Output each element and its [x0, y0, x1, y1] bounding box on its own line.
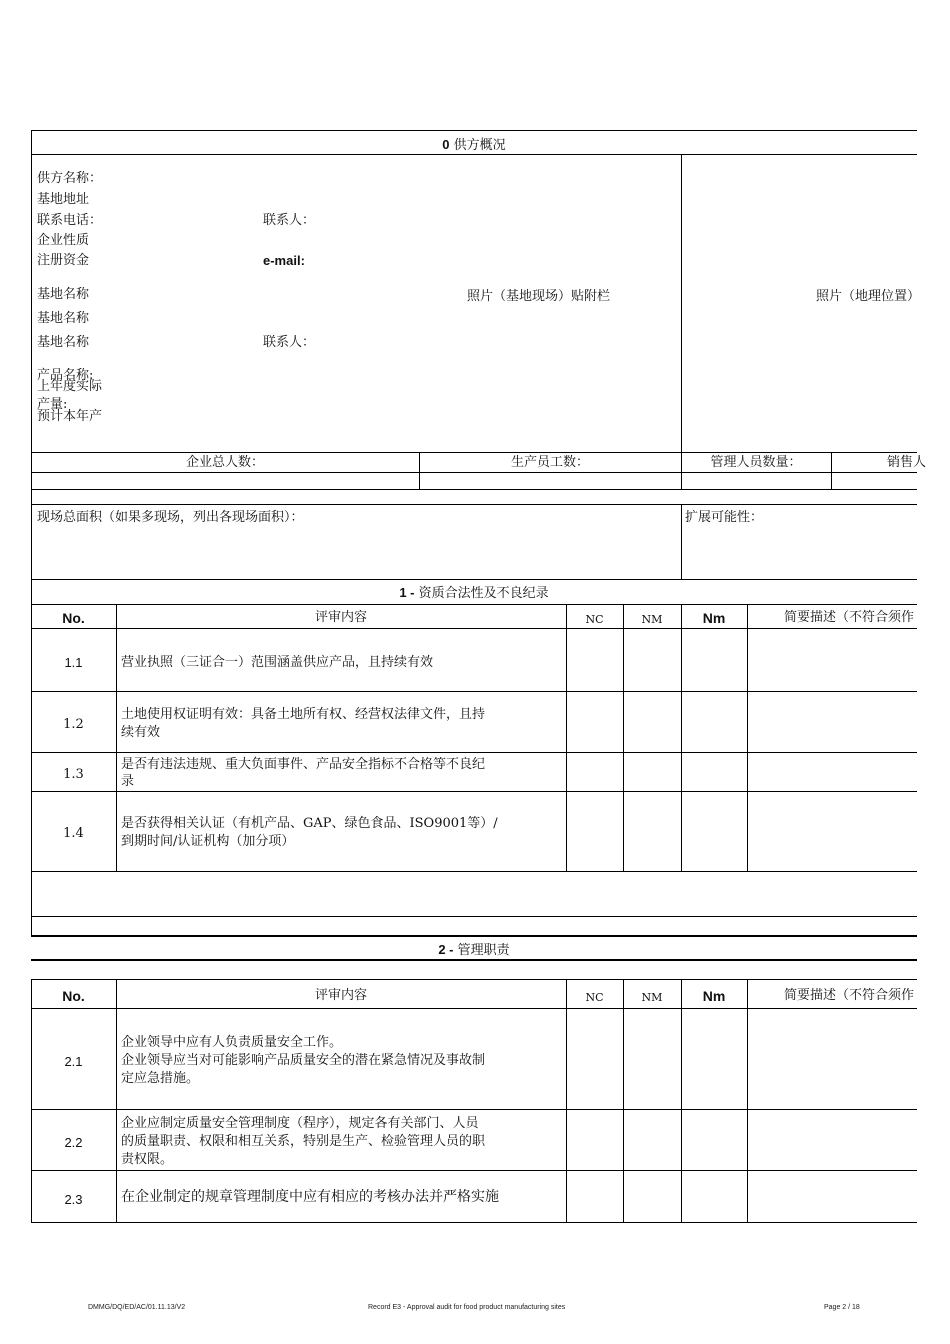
row-content: 定应急措施。: [121, 1071, 200, 1086]
staff-management-label: 管理人员数量：: [710, 455, 802, 470]
base-name-label: 基地名称: [37, 287, 90, 302]
email-label: e-mail:: [263, 253, 305, 268]
rule: [31, 979, 32, 1222]
plan-label: 预计本年产: [37, 409, 103, 424]
rule: [623, 604, 624, 871]
staff-total-label: 企业总人数：: [185, 455, 264, 470]
rule: [31, 579, 917, 580]
rule: [31, 489, 917, 490]
rule: [31, 579, 32, 936]
rule: [31, 979, 917, 980]
section-2-header: [31, 942, 917, 959]
row-content: 录: [121, 774, 135, 789]
base-name-label: 基地名称: [37, 335, 90, 350]
col-content-header: 评审内容: [314, 610, 367, 625]
contact-label: 联系人：: [263, 213, 316, 228]
col-nm2-header: Nm: [702, 610, 726, 626]
row-content: 企业应制定质量安全管理制度（程序），规定各有关部门、人员: [121, 1116, 479, 1131]
rule: [623, 979, 624, 1222]
rule: [681, 979, 682, 1222]
rule: [31, 691, 917, 692]
col-no-header: No.: [62, 610, 85, 626]
row-content: 的质量职责、权限和相互关系，特别是生产、检验管理人员的职: [121, 1134, 486, 1149]
rule: [31, 472, 917, 473]
rule: [116, 979, 117, 1222]
rule: [31, 1109, 917, 1110]
row-content: 是否有违法违规、重大负面事件、产品安全指标不合格等不良纪: [121, 757, 486, 772]
col-desc-header: 简要描述（不符合须作: [784, 988, 915, 1003]
section-0-header: [31, 137, 917, 154]
col-nm-header: NM: [641, 991, 663, 1004]
rule: [31, 916, 917, 917]
row-content: 到期时间/认证机构（加分项）: [121, 834, 295, 849]
rule: [747, 979, 748, 1222]
rule: [31, 871, 917, 872]
contact-label: 联系人：: [263, 335, 316, 350]
row-content: 营业执照（三证合一）范围涵盖供应产品，且持续有效: [121, 655, 434, 670]
rule: [681, 604, 682, 871]
rule: [116, 604, 117, 871]
row-content: 企业领导中应有人负责质量安全工作。: [121, 1035, 343, 1050]
row-content: 企业领导应当对可能影响产品质量安全的潜在紧急情况及事故制: [121, 1053, 486, 1068]
supplier-name-label: 供方名称：: [37, 171, 103, 186]
nature-label: 企业性质: [37, 233, 90, 248]
rule: [31, 959, 917, 961]
rule: [31, 628, 917, 629]
row-number: 1.1: [64, 655, 83, 670]
section-number: 1 -: [399, 585, 415, 600]
row-content: 续有效: [121, 725, 161, 740]
row-content: 是否获得相关认证（有机产品、GAP、绿色食品、ISO9001等）/: [121, 816, 498, 831]
row-number: 1.3: [63, 767, 84, 782]
rule: [31, 452, 917, 453]
last-year-label: 上年度实际: [37, 379, 103, 394]
col-nc-header: NC: [585, 991, 604, 1004]
photo-site-placeholder: 照片（基地现场）贴附栏: [467, 289, 611, 304]
rule: [747, 604, 748, 871]
rule: [831, 452, 832, 489]
rule: [566, 979, 567, 1222]
row-number: 2.1: [64, 1054, 83, 1069]
row-content: 土地使用权证明有效：具备土地所有权、经营权法律文件，且持: [121, 707, 486, 722]
expansion-label: 扩展可能性：: [685, 510, 764, 525]
col-nc-header: NC: [585, 613, 604, 626]
phone-label: 联系电话：: [37, 213, 103, 228]
base-address-label: 基地地址: [37, 192, 90, 207]
staff-sales-label: 销售人: [887, 455, 927, 470]
product-name-label: 产品名称:: [37, 368, 94, 383]
photo-geo-placeholder: 照片（地理位置）: [816, 289, 921, 304]
col-desc-header: 简要描述（不符合须作: [784, 610, 915, 625]
col-nm2-header: Nm: [702, 988, 726, 1004]
col-no-header: No.: [62, 988, 85, 1004]
output-label: 产量:: [37, 397, 68, 412]
footer-page-number: Page 2 / 18: [824, 1304, 860, 1311]
row-number: 2.2: [64, 1135, 83, 1150]
section-title: 管理职责: [457, 943, 510, 958]
row-number: 1.2: [63, 717, 84, 732]
section-title: 资质合法性及不良纪录: [418, 586, 549, 601]
col-nm-header: NM: [641, 613, 663, 626]
row-number: 1.4: [63, 826, 84, 841]
row-content: 在企业制定的规章管理制度中应有相应的考核办法并严格实施: [121, 1188, 499, 1204]
rule: [31, 1008, 917, 1009]
section-1-header: [31, 585, 917, 602]
row-number: 2.3: [64, 1192, 83, 1207]
rule: [31, 791, 917, 792]
footer-record-title: Record E3 - Approval audit for food product manufacturing sites: [368, 1304, 566, 1311]
rule: [31, 1170, 917, 1171]
section-title: 供方概况: [453, 138, 506, 153]
row-content: 责权限。: [121, 1152, 174, 1167]
rule: [31, 752, 917, 753]
rule: [31, 504, 917, 505]
capital-label: 注册资金: [37, 253, 90, 268]
rule: [566, 604, 567, 871]
rule: [31, 154, 917, 155]
base-name-label: 基地名称: [37, 311, 90, 326]
rule: [31, 1222, 917, 1223]
col-content-header: 评审内容: [314, 988, 367, 1003]
section-number: 0: [442, 137, 450, 152]
rule: [681, 504, 682, 579]
rule: [31, 604, 917, 605]
staff-production-label: 生产员工数：: [510, 455, 589, 470]
footer-doc-code: DMMG/DQ/ED/AC/01.11.13/V2: [88, 1304, 186, 1311]
site-area-label: 现场总面积（如果多现场，列出各现场面积）：: [37, 510, 304, 525]
section-number: 2 -: [438, 942, 454, 957]
rule: [31, 130, 917, 131]
rule: [681, 154, 682, 489]
rule: [31, 935, 917, 937]
rule: [31, 130, 32, 579]
